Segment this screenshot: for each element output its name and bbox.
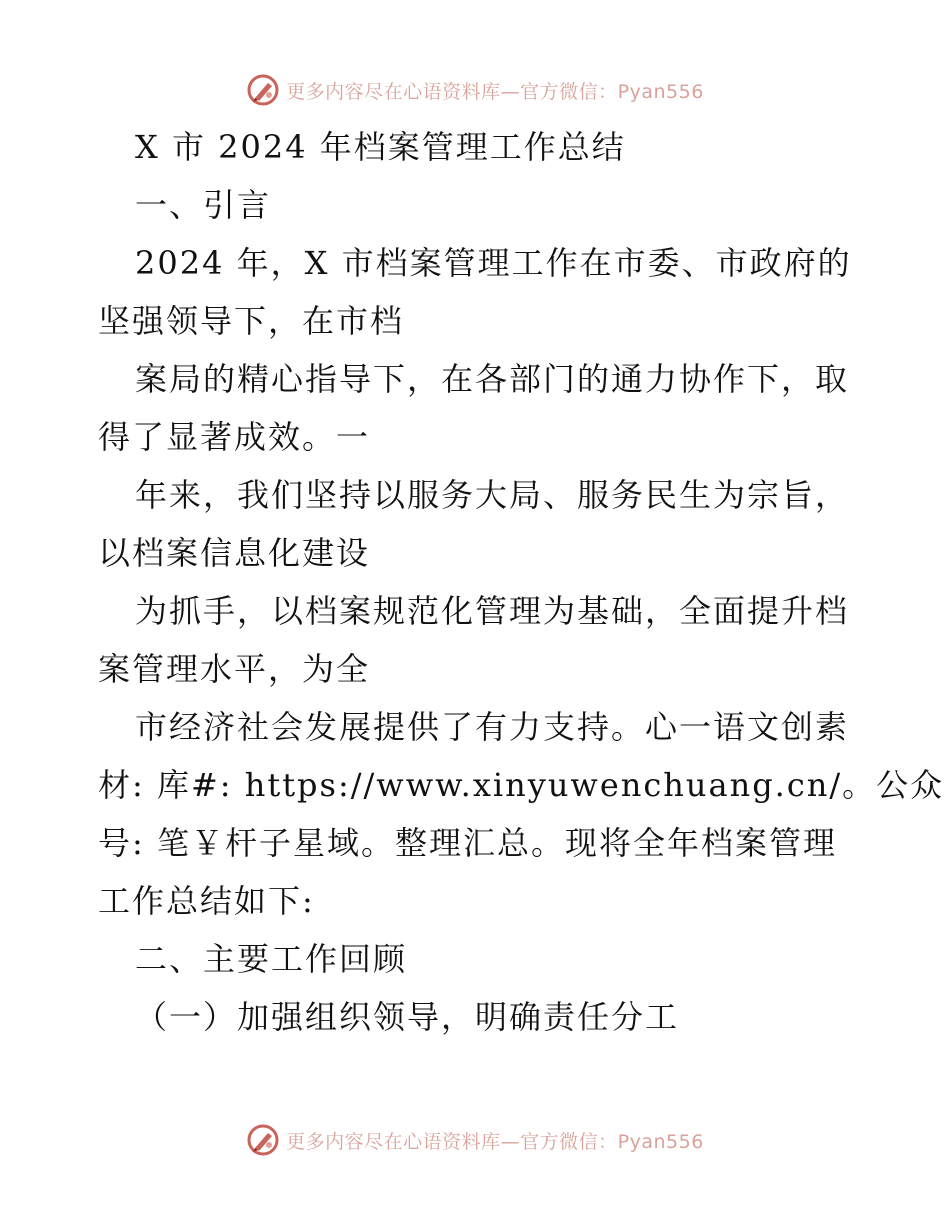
paragraph-line: 以档案信息化建设 <box>98 534 371 572</box>
paragraph-line: 为抓手，以档案规范化管理为基础，全面提升档 <box>135 592 850 630</box>
paragraph-line: 材: 库#: https://www.xinyuwenchuang.cn/。公众 <box>98 766 945 804</box>
paragraph-line: 年来，我们坚持以服务大局、服务民生为宗旨， <box>135 476 850 514</box>
header-watermark-banner <box>0 70 950 110</box>
paragraph-line: 得了显著成效。一 <box>98 418 371 456</box>
section-heading: 二、主要工作回顾 <box>135 940 408 978</box>
paragraph-line: 工作总结如下: <box>98 882 315 920</box>
pen-logo-icon <box>246 73 280 107</box>
pen-logo-icon <box>246 1123 280 1157</box>
header-watermark <box>246 73 704 107</box>
watermark-text: 更多内容尽在心语资料库—官方微信：Pyan556 <box>286 1130 704 1153</box>
paragraph-line: 市经济社会发展提供了有力支持。心一语文创素 <box>135 708 850 746</box>
paragraph-line: 案管理水平，为全 <box>98 650 371 688</box>
footer-watermark-banner <box>0 1120 950 1160</box>
document-title: X 市 2024 年档案管理工作总结 <box>135 128 626 166</box>
subsection-heading: （一）加强组织领导，明确责任分工 <box>135 998 680 1036</box>
paragraph-line: 号: 笔￥杆子星域。整理汇总。现将全年档案管理 <box>98 824 837 862</box>
paragraph-line: 坚强领导下，在市档 <box>98 302 405 340</box>
section-heading: 一、引言 <box>135 186 272 224</box>
paragraph-line: 案局的精心指导下，在各部门的通力协作下，取 <box>135 360 850 398</box>
watermark-text: 更多内容尽在心语资料库—官方微信：Pyan556 <box>286 80 704 103</box>
paragraph-line: 2024 年，X 市档案管理工作在市委、市政府的 <box>135 244 852 282</box>
footer-watermark <box>246 1123 704 1157</box>
